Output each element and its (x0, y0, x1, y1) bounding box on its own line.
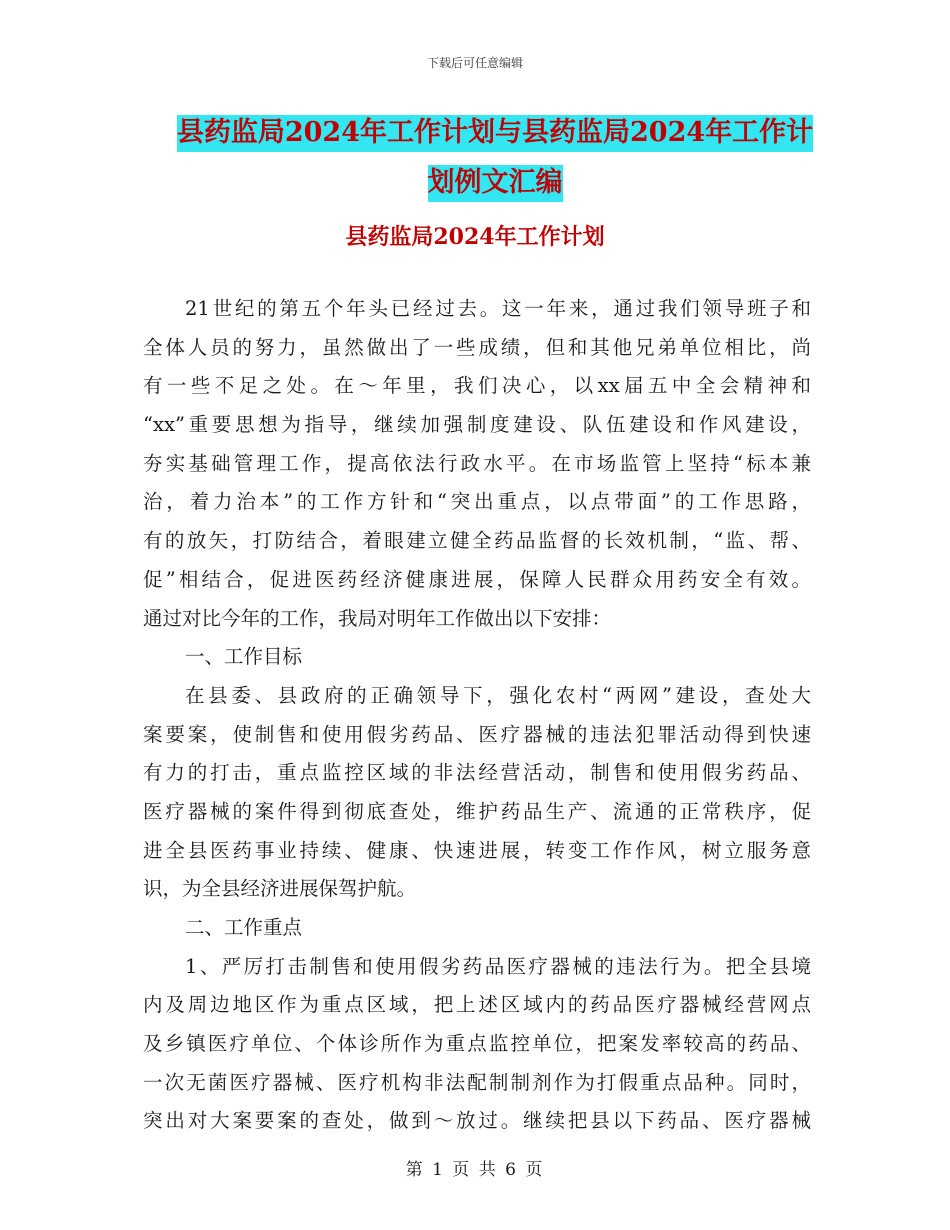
section-heading-focus: 二、工作重点 (185, 916, 303, 939)
page-number: 第 1 页 共 6 页 (405, 1160, 545, 1180)
body-line: 内及周边地区作为重点区域，把上述区域内的药品医疗器械经营网点 (143, 993, 811, 1017)
section-title: 县药监局2024年工作计划 (345, 224, 605, 250)
body-line: 通过对比今年的工作，我局对明年工作做出以下安排： (143, 606, 612, 630)
body-line: 突出对大案要案的查处，做到～放过。继续把县以下药品、医疗器械 (143, 1109, 811, 1133)
body-line: 进全县医药事业持续、健康、快速进展，转变工作作风，树立服务意 (143, 838, 811, 862)
body-line: 全体人员的努力，虽然做出了一些成绩，但和其他兄弟单位相比，尚 (143, 335, 811, 359)
body-line: “xx”重要思想为指导，继续加强制度建设、队伍建设和作风建设， (143, 413, 811, 437)
body-line: 及乡镇医疗单位、个体诊所作为重点监控单位，把案发率较高的药品、 (143, 1032, 811, 1056)
section-heading-goals: 一、工作目标 (185, 645, 303, 669)
body-line: 21世纪的第五个年头已经过去。这一年来，通过我们领导班子和 (185, 297, 811, 320)
body-line: 案要案，使制售和使用假劣药品、医疗器械的违法犯罪活动得到快速 (143, 722, 811, 746)
body-line: 有力的打击，重点监控区域的非法经营活动，制售和使用假劣药品、 (143, 761, 811, 785)
document-title-line-1: 县药监局2024年工作计划与县药监局2024年工作计 (177, 115, 813, 152)
document-title (150, 108, 840, 208)
body-line: 医疗器械的案件得到彻底查处，维护药品生产、流通的正常秩序，促 (143, 799, 811, 823)
body-line: 识，为全县经济进展保驾护航。 (143, 877, 417, 901)
body-line: 一次无菌医疗器械、医疗机构非法配制制剂作为打假重点品种。同时， (143, 1070, 811, 1094)
body-line: 1、严厉打击制售和使用假劣药品医疗器械的违法行为。把全县境 (185, 954, 811, 978)
body-line: 夯实基础管理工作，提高依法行政水平。在市场监管上坚持“标本兼 (143, 451, 811, 475)
page-header-note: 下载后可任意编辑 (426, 56, 523, 70)
body-line: 促”相结合，促进医药经济健康进展，保障人民群众用药安全有效。 (143, 567, 811, 591)
body-line: 有的放矢，打防结合，着眼建立健全药品监督的长效机制，“监、帮、 (143, 529, 811, 553)
body-line: 治，着力治本”的工作方针和“突出重点，以点带面”的工作思路， (143, 490, 811, 514)
document-title-line-2: 划例文汇编 (428, 165, 563, 202)
document-body (143, 290, 811, 1141)
body-line: 在县委、县政府的正确领导下，强化农村“两网”建设，查处大 (185, 683, 811, 707)
body-line: 有一些不足之处。在～年里，我们决心，以xx届五中全会精神和 (143, 374, 811, 398)
